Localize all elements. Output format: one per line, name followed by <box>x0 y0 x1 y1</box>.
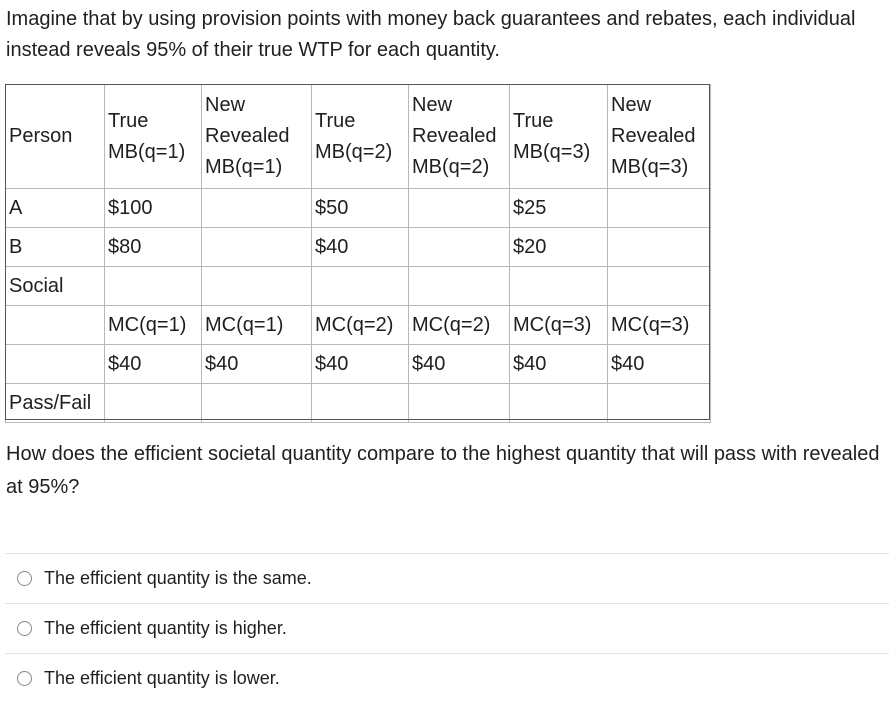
table-cell <box>409 228 510 267</box>
answer-options <box>0 553 889 703</box>
table-cell: MC(q=2) <box>409 306 510 345</box>
table-cell: $25 <box>510 189 608 228</box>
radio-button[interactable] <box>17 671 32 686</box>
answer-option-label: The efficient quantity is higher. <box>44 618 287 638</box>
answer-option-label: The efficient quantity is the same. <box>44 568 312 588</box>
table-cell: MC(q=3) <box>608 306 711 345</box>
table-row <box>6 306 711 345</box>
table-cell <box>202 228 312 267</box>
table-cell: Social <box>6 267 105 306</box>
table-cell: $40 <box>105 345 202 384</box>
header-cell: New Revealed MB(q=3) <box>608 85 711 189</box>
table-cell: $40 <box>409 345 510 384</box>
table-cell <box>608 189 711 228</box>
table-cell: $40 <box>510 345 608 384</box>
table-header-row <box>6 85 711 189</box>
answer-option-lower[interactable] <box>5 653 889 703</box>
table-cell: B <box>6 228 105 267</box>
header-cell: True MB(q=3) <box>510 85 608 189</box>
mb-mc-table <box>5 84 711 423</box>
table-cell: MC(q=3) <box>510 306 608 345</box>
table-cell: $80 <box>105 228 202 267</box>
header-cell: True MB(q=1) <box>105 85 202 189</box>
table-cell <box>105 384 202 423</box>
table-cell: $40 <box>312 345 409 384</box>
question-text: How does the efficient societal quantity compare to the highest quantity that will pass with revealed at 95%? <box>6 443 880 498</box>
table-cell <box>6 345 105 384</box>
table-cell: Pass/Fail <box>6 384 105 423</box>
table-row <box>6 228 711 267</box>
table-cell: $40 <box>312 228 409 267</box>
table-cell <box>202 189 312 228</box>
table-row <box>6 384 711 423</box>
table-cell: MC(q=1) <box>202 306 312 345</box>
table-cell <box>6 306 105 345</box>
header-cell: True MB(q=2) <box>312 85 409 189</box>
table-cell <box>409 267 510 306</box>
radio-button[interactable] <box>17 571 32 586</box>
answer-option-same[interactable] <box>5 553 889 603</box>
table-cell: $20 <box>510 228 608 267</box>
table-cell: MC(q=1) <box>105 306 202 345</box>
table-cell <box>202 267 312 306</box>
table-cell <box>510 384 608 423</box>
header-cell: Person <box>6 85 105 189</box>
table-cell <box>608 384 711 423</box>
table-cell: $100 <box>105 189 202 228</box>
table-cell <box>202 384 312 423</box>
answer-option-label: The efficient quantity is lower. <box>44 668 280 688</box>
table-cell <box>105 267 202 306</box>
table-row <box>6 267 711 306</box>
table-cell: $50 <box>312 189 409 228</box>
table-cell: $40 <box>608 345 711 384</box>
table-cell <box>409 189 510 228</box>
intro-text: Imagine that by using provision points with money back guarantees and rebates, each individual instead reveals 95% of their true WTP for each quantity. <box>6 8 856 61</box>
table-row <box>6 189 711 228</box>
table-row <box>6 345 711 384</box>
header-cell: New Revealed MB(q=1) <box>202 85 312 189</box>
table-cell <box>608 267 711 306</box>
radio-button[interactable] <box>17 621 32 636</box>
header-cell: New Revealed MB(q=2) <box>409 85 510 189</box>
answer-option-higher[interactable] <box>5 603 889 653</box>
table-cell: $40 <box>202 345 312 384</box>
table-cell <box>510 267 608 306</box>
table-cell <box>312 384 409 423</box>
table-cell <box>312 267 409 306</box>
table-cell <box>608 228 711 267</box>
table-cell <box>409 384 510 423</box>
table-cell: MC(q=2) <box>312 306 409 345</box>
table-cell: A <box>6 189 105 228</box>
